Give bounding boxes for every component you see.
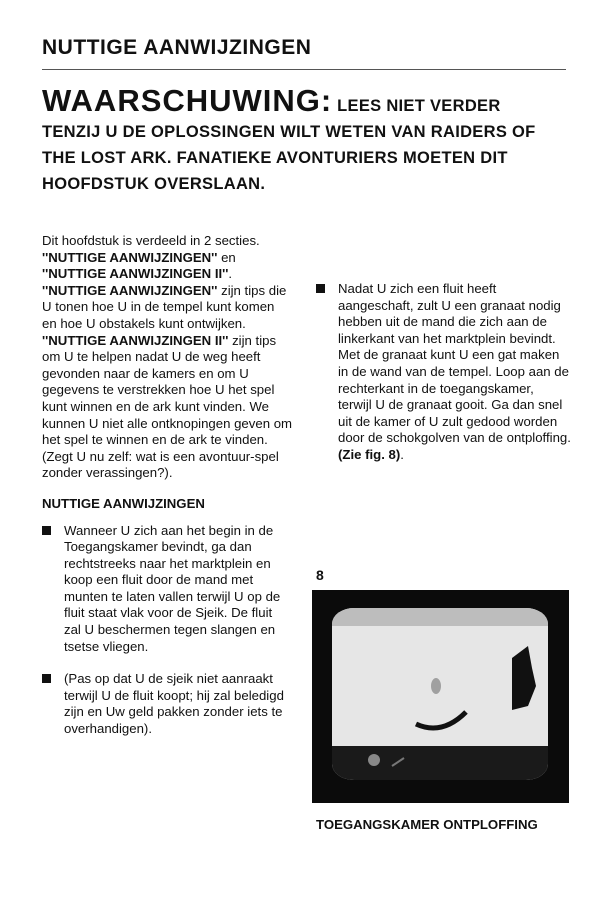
page-title: NUTTIGE AANWIJZINGEN	[42, 36, 312, 59]
bullet-square-icon	[42, 674, 51, 683]
bullet-square-icon	[42, 526, 51, 535]
intro-text-4: zijn tips die U tonen hoe U in de tempel kunt komen en hoe U obstakels kunt ontwijken.	[42, 282, 287, 331]
figure-reference: (Zie fig. 8)	[338, 446, 401, 462]
screen-inventory-bar	[332, 746, 548, 780]
header-divider	[42, 69, 566, 70]
intro-paragraph	[42, 233, 292, 482]
grenade-trail	[416, 712, 466, 728]
figure-screenshot	[312, 590, 569, 803]
right-column	[316, 233, 571, 480]
bullet-square-icon	[316, 284, 325, 293]
intro-section-name-4: ''NUTTIGE AANWIJZINGEN II''	[42, 332, 229, 348]
left-column	[42, 233, 292, 754]
hint-text-end: .	[400, 446, 404, 462]
intro-section-name-3: ''NUTTIGE AANWIJZINGEN''	[42, 282, 218, 298]
intro-text-1: Dit hoofdstuk is verdeeld in 2 secties.	[42, 233, 260, 248]
tv-screen	[332, 608, 548, 780]
warning-lead: WAARSCHUWING:	[42, 83, 333, 118]
warning-text: LEES NIET VERDER TENZIJ U DE OPLOSSINGEN WILT WETEN VAN RAIDERS OF THE LOST ARK. FANATIEKE AVONTURIERS MOETEN DIT HOOFDSTUK OVERSLAAN.	[42, 97, 536, 193]
hint-item	[316, 281, 571, 464]
hint-text: Nadat U zich een fluit heeft aangeschaft, zult U een granaat nodig hebben uit de mand die zich aan de linkerkant van het marktplein bevindt. Met de granaat kunt U een gat maken in de wand van de tempel. Loop aan de rechterkant in de toegangskamer, terwijl U de granaat gooit. Ga dan snel uit de kamer of U zult gedood worden door de schokgolven van de ontploffing.	[338, 281, 571, 446]
figure-number: 8	[316, 567, 324, 583]
hint-text: Wanneer U zich aan het begin in de Toegangskamer bevindt, ga dan rechtstreeks naar het marktplein en koop een fluit door de mand met munten te laten vallen terwijl U op de fluit staat vlak voor de Sjeik. De fluit zal U beschermen tegen slangen en tsetse vliegen.	[64, 522, 281, 654]
hint-item	[42, 523, 292, 656]
intro-text-3: .	[228, 266, 233, 282]
explosion-wall-shape	[512, 646, 536, 710]
warning-block	[42, 84, 562, 197]
intro-text-5: zijn tips om U te helpen nadat U de weg heeft gevonden naar de kamers en om U gegevens te verstrekken hoe U het spel kunt winnen en de ark kunt vinden. We kunnen U niet alle ontknopingen geven om het spel te winnen en de ark te vinden. (Zegt U nu zelf: wat is een avontuur-spel zonder verassingen?).	[42, 332, 293, 481]
hint-text: (Pas op dat U de sjeik niet aanraakt terwijl U de fluit koopt; hij zal beledigd zijn en Uw geld pakken zonder iets te overhandigen).	[64, 671, 284, 737]
hint-item	[42, 671, 292, 737]
player-sprite	[431, 678, 441, 694]
section-heading: NUTTIGE AANWIJZINGEN	[42, 495, 205, 511]
figure-caption: TOEGANGSKAMER ONTPLOFFING	[316, 817, 538, 832]
inventory-items	[332, 746, 548, 780]
intro-section-name-2: ''NUTTIGE AANWIJZINGEN II''	[42, 266, 229, 282]
intro-section-name-1: ''NUTTIGE AANWIJZINGEN''	[42, 249, 218, 265]
flute-icon	[392, 758, 404, 766]
intro-text-2: en	[217, 249, 236, 265]
basket-icon	[368, 754, 380, 766]
